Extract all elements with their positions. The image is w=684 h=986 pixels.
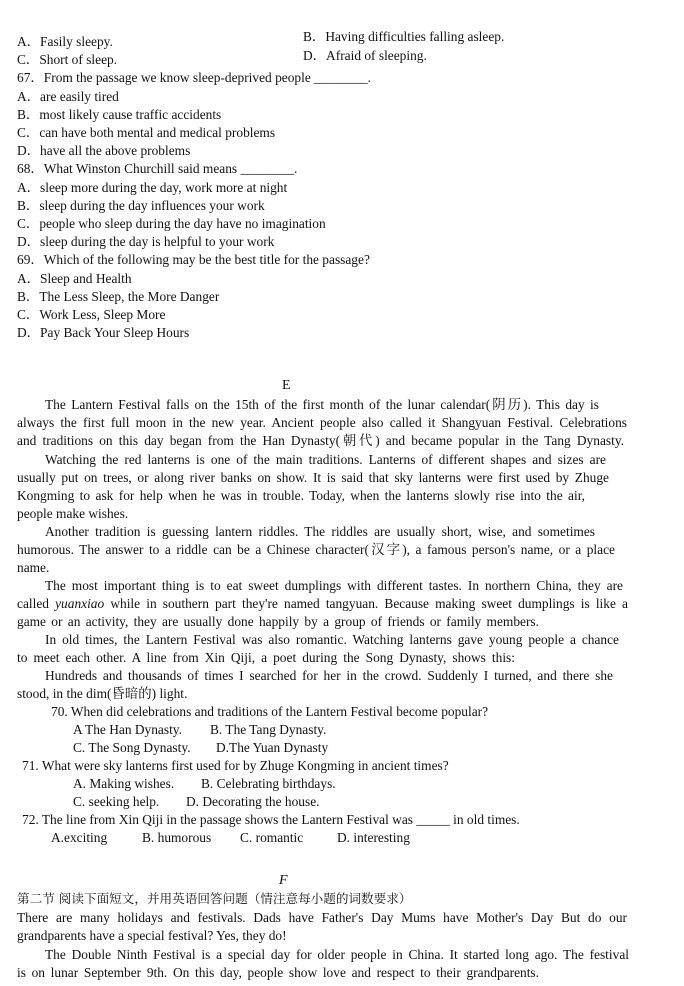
q67-stem: 67．From the passage we know sleep-deprived people ________. [17, 70, 372, 85]
q66-option-c: C．Short of sleep. [17, 52, 118, 67]
q70-option-c: C. The Song Dynasty. [73, 740, 191, 755]
q68-option-a: A．sleep more during the day, work more at night [17, 180, 288, 195]
passage-e-line-6: Kongming to ask for help when he was in trouble. Today, when the lanterns slowly rise into the air, [17, 488, 585, 503]
q71-stem: 71. What were sky lanterns first used for by Zhuge Kongming in ancient times? [22, 758, 449, 773]
passage-e-line-11: The most important thing is to eat sweet dumplings with different tastes. In northern China, they are [45, 578, 623, 593]
q69-option-d: D．Pay Back Your Sleep Hours [17, 325, 190, 340]
passage-e-line-1: The Lantern Festival falls on the 15th of the first month of the lunar calendar(阴历). This day is [45, 397, 599, 412]
q72-option-d: D. interesting [337, 830, 410, 845]
q70-option-b: B. The Tang Dynasty. [210, 722, 327, 737]
passage-e-line-15: to meet each other. A line from Xin Qiji, a poet during the Song Dynasty, shows this: [17, 650, 515, 665]
q70-option-d: D.The Yuan Dynasty [216, 740, 329, 755]
q66-option-d: D．Afraid of sleeping. [303, 48, 427, 63]
passage-f-line-2: grandparents have a special festival? Yes, they do! [17, 928, 287, 943]
q68-option-c: C．people who sleep during the day have no imagination [17, 216, 326, 231]
q68-option-b: B．sleep during the day influences your work [17, 198, 265, 213]
passage-e-line-7: people make wishes. [17, 506, 129, 521]
passage-f-heading: F [279, 873, 288, 888]
q71-option-a: A. Making wishes. [73, 776, 175, 791]
q71-option-b: B. Celebrating birthdays. [201, 776, 336, 791]
passage-e-line-16: Hundreds and thousands of times I searched for her in the crowd. Suddenly I turned, and there she [45, 668, 613, 683]
q67-option-d: D．have all the above problems [17, 143, 191, 158]
q72-option-a: A.exciting [51, 830, 108, 845]
q69-option-c: C．Work Less, Sleep More [17, 307, 166, 322]
q67-option-a: A．are easily tired [17, 89, 119, 104]
passage-f-line-1: There are many holidays and festivals. Dads have Father's Day Mums have Mother's Day But do our [17, 910, 627, 925]
passage-e-line-3: and traditions on this day began from the Han Dynasty(朝代) and became popular in the Tang Dynasty. [17, 433, 624, 448]
q67-option-b: B．most likely cause traffic accidents [17, 107, 222, 122]
q69-stem: 69．Which of the following may be the best title for the passage? [17, 252, 370, 267]
q66-option-b: B．Having difficulties falling asleep. [303, 29, 505, 44]
q70-option-a: A The Han Dynasty. [73, 722, 182, 737]
passage-e-line-2: always the first full moon in the new year. Ancient people also called it Shangyuan Festival. Celebrations [17, 415, 627, 430]
q68-stem: 68．What Winston Churchill said means ________. [17, 161, 298, 176]
q71-option-d: D. Decorating the house. [186, 794, 320, 809]
q72-option-c: C. romantic [240, 830, 304, 845]
q72-option-b: B. humorous [142, 830, 212, 845]
passage-e-line-13: game or an activity, they are usually done happily by a group of friends or family members. [17, 614, 539, 629]
q69-option-a: A．Sleep and Health [17, 271, 132, 286]
passage-f-line-3: The Double Ninth Festival is a special day for older people in China. It started long ago. The festival [45, 947, 629, 962]
q68-option-d: D．sleep during the day is helpful to your work [17, 234, 275, 249]
q67-option-c: C．can have both mental and medical problems [17, 125, 276, 140]
passage-e-line-5: usually put on trees, or along river banks on show. It is said that sky lanterns were first used by Zhuge [17, 470, 609, 485]
q69-option-b: B．The Less Sleep, the More Danger [17, 289, 220, 304]
q66-option-a: A．Fasily sleepy. [17, 34, 113, 49]
passage-e-line-9: humorous. The answer to a riddle can be a Chinese character(汉字), a famous person's name, or a place [17, 542, 615, 557]
passage-e-line-12: called yuanxiao while in southern part they're named tangyuan. Because making sweet dumplings is like a [17, 596, 628, 611]
passage-e-line-17: stood, in the dim(昏暗的) light. [17, 686, 188, 701]
passage-f-line-4: is on lunar September 9th. On this day, people show love and respect to their grandparents. [17, 965, 539, 980]
passage-e-heading: E [282, 378, 291, 393]
q70-stem: 70. When did celebrations and traditions of the Lantern Festival become popular? [51, 704, 489, 719]
passage-e-line-14: In old times, the Lantern Festival was also romantic. Watching lanterns gave young people a chance [45, 632, 619, 647]
q71-option-c: C. seeking help. [73, 794, 160, 809]
passage-e-line-8: Another tradition is guessing lantern riddles. The riddles are usually short, wise, and sometimes [45, 524, 595, 539]
passage-e-line-10: name. [17, 560, 50, 575]
q72-stem: 72. The line from Xin Qiji in the passage shows the Lantern Festival was _____ in old times. [22, 812, 520, 827]
passage-e-line-4: Watching the red lanterns is one of the main traditions. Lanterns of different shapes and sizes are [45, 452, 606, 467]
section2-instruction: 第二节 阅读下面短文，并用英语回答问题（情注意每小题的词数要求） [17, 891, 412, 906]
